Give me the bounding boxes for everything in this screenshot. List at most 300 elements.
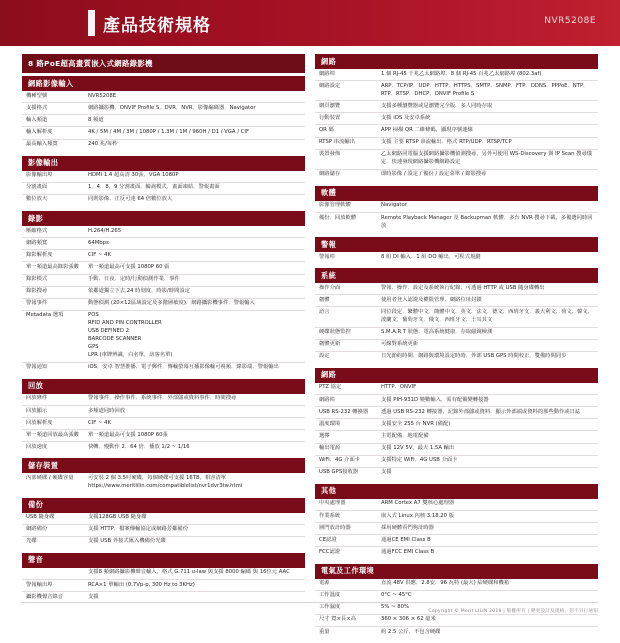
spec-section (315, 484, 598, 559)
spec-value (377, 614, 598, 626)
table-row (315, 407, 598, 419)
spec-value-line: CIF ~ 4K (88, 251, 111, 258)
spec-value (377, 339, 598, 351)
spec-value (377, 125, 598, 137)
table-row (22, 430, 305, 442)
spec-key: 溫度環境 (315, 419, 377, 431)
spec-value (84, 394, 305, 406)
table-row (22, 262, 305, 274)
spec-value-line: 支援 (381, 469, 392, 476)
spec-value (84, 238, 305, 250)
spec-value-line: HTTP．ONVIF (381, 384, 417, 391)
spec-value (377, 351, 598, 363)
spec-key: 網路埠 (315, 69, 377, 81)
table-row (315, 69, 598, 81)
spec-value-line: GPS (88, 344, 99, 351)
spec-key: 錄影模式 (22, 274, 84, 286)
spec-section (22, 458, 305, 492)
spec-value (84, 362, 305, 374)
table-row (22, 226, 305, 238)
spec-key: USB GPS接收器 (319, 469, 359, 476)
spec-value (84, 194, 305, 206)
spec-table (315, 499, 598, 559)
table-row (22, 418, 305, 430)
spec-value (377, 201, 598, 213)
section-title: 聲音 (22, 553, 305, 568)
table-row (315, 307, 598, 327)
spec-key: 警報輸出埠 (22, 580, 84, 592)
spec-key: 網路設定 (315, 81, 377, 101)
spec-value-line: 即時影像 / 設定 / 備份 / 設定菜單 / 錄影搜尋 (381, 171, 487, 178)
spec-value-line: 64Mbps (88, 239, 109, 246)
table-row (22, 171, 305, 183)
right-column (315, 54, 598, 643)
spec-value (84, 226, 305, 238)
spec-value-line: BARCODE SCANNER (88, 336, 142, 343)
table-row (22, 238, 305, 250)
section-title: 軟體 (315, 186, 598, 201)
table-row (22, 394, 305, 406)
spec-value-line: 可線對系統更新 (381, 341, 419, 348)
spec-value (377, 443, 598, 455)
spec-key: Metadata 選項 (22, 310, 84, 362)
spec-value (377, 455, 598, 467)
table-row (315, 125, 598, 137)
spec-key: 層門放計時器 (315, 523, 377, 535)
spec-value (377, 101, 598, 113)
spec-section (22, 156, 305, 206)
table-row (22, 115, 305, 127)
spec-key: 內部硬碟 / 硬碟容量 (26, 475, 74, 482)
spec-section (315, 368, 598, 479)
spec-value-line: 5% ~ 80% (381, 604, 409, 611)
spec-value (377, 295, 598, 307)
spec-key: 網路埠 (315, 395, 377, 407)
table-row (315, 351, 598, 363)
spec-table (22, 473, 305, 492)
spec-section (315, 268, 598, 363)
spec-value (377, 627, 598, 639)
spec-value-line: 支援128GB USB 隨身碟 (88, 514, 147, 521)
spec-key: 操作介面 (315, 283, 377, 295)
spec-table (315, 283, 598, 363)
table-row (315, 455, 598, 467)
spec-value (84, 524, 305, 536)
spec-value-line: USB DEFINED 2 (88, 328, 130, 335)
spec-value-line: 支援 USB 外接式匯入機備份光碟 (88, 538, 166, 545)
table-row (22, 362, 305, 374)
spec-value-line: 使用者登入認證及權限管理．網路位址封鎖 (381, 296, 482, 303)
spec-value-line: 可安裝 2 個 3.5吋硬碟，每個硬碟可支援 16TB，相容清單 https://www.meritlilin.com/compatiblelist/nvr1dvr3tw.html (88, 475, 243, 489)
section-title: 電氣及工作環境 (315, 564, 598, 579)
spec-value-line: 1 個 RJ-45 千兆乙太網路埠．8 個 RJ-45 百兆乙太網路埠 (802.3af) (381, 70, 542, 77)
spec-value-line: 約 2.5 公斤．不包含硬碟 (381, 628, 441, 635)
spec-value-line: 8 組 DI 輸入．1 組 DO 輸出．可程式規劃 (381, 253, 481, 260)
spec-value (377, 307, 598, 327)
spec-value (377, 213, 598, 233)
section-title: 儲存裝置 (22, 458, 305, 473)
spec-value-line: 支援 12V 5V，最大 1.5A 輸出 (381, 445, 455, 452)
table-row (315, 547, 598, 559)
spec-value (84, 430, 305, 442)
table-row (315, 499, 598, 511)
spec-table (315, 69, 598, 181)
spec-section (315, 54, 598, 181)
spec-value-line: CIF ~ 4K (88, 419, 111, 426)
spec-table (22, 568, 305, 603)
spec-key: 支援格式 (22, 103, 84, 115)
table-row (22, 127, 305, 139)
spec-table (22, 171, 305, 206)
table-row (22, 298, 305, 310)
spec-key: 設定 (319, 353, 330, 360)
spec-value-line: 通過CE EMI Class B (381, 536, 431, 543)
section-title: 警報 (315, 237, 598, 252)
table-row (315, 252, 598, 263)
table-row (22, 524, 305, 536)
spec-value-line: 4K / 5M / 4M / 3M / 1080P / 1.3M / 1M / 960H / D1 / VGA / CIF (88, 128, 249, 135)
section-title: 備份 (22, 498, 305, 513)
spec-key: 行動裝置 (315, 113, 377, 125)
table-row (22, 103, 305, 115)
model-label: NVR5208E (544, 16, 596, 26)
table-row (315, 201, 598, 213)
spec-value-line: HDMI 1.4 超高清 30張．VGA 1080P (88, 172, 179, 179)
spec-value-line: 警報．操作．設定及系統執行紀錄．可透過 HTTP 或 USB 隨身碟轉出 (381, 284, 545, 291)
spec-value (84, 115, 305, 127)
spec-value (84, 127, 305, 139)
left-column (22, 54, 305, 643)
spec-key: 網頁瀏覽 (315, 101, 377, 113)
spec-value (377, 252, 598, 263)
spec-value (377, 579, 598, 591)
table-row (22, 182, 305, 194)
spec-value (377, 395, 598, 407)
spec-value-line: 支援 PIH-931D 變數輸入．需有配備變轉接器 (381, 396, 489, 403)
spec-key: QR 碼 (315, 125, 377, 137)
spec-key: 回放條件 (22, 394, 84, 406)
table-row (315, 213, 598, 233)
spec-table (22, 513, 305, 548)
table-row (22, 580, 305, 592)
spec-key: 單一頻道最高錄影張數 (22, 262, 84, 274)
section-title: 影像輸出 (22, 156, 305, 171)
table-row (315, 395, 598, 407)
spec-value-line: ARM Cortex A7 雙核心處理器 (381, 500, 455, 507)
spec-key: FCC認證 (319, 548, 341, 555)
spec-value-line: LPR (車牌辨識，白名單，訪客名單) (88, 352, 173, 359)
spec-value-line: 網路攝影機．ONVIF Profile S．DVR．NVR．影像編碼器．Navigator (88, 104, 256, 111)
table-row (315, 383, 598, 395)
spec-table (22, 226, 305, 374)
spec-table (22, 394, 305, 454)
spec-value-line: iOS．安卓 智慧推播．電子郵件．傳輸螢幕互播影像輸可視頻．錄影端．警報輸出 (88, 364, 279, 371)
spec-key: 影像管理軟體 (315, 201, 377, 213)
table-row (22, 473, 305, 492)
spec-value (377, 499, 598, 511)
spec-value-line: 240 兆/每秒 (88, 141, 118, 148)
spec-value-line: 支援8 頻網路攝影機聲音輸入，格式 G.711 u-law 與支援 8000 編碼 與 16位元 AAC (88, 569, 290, 576)
spec-section (22, 379, 305, 454)
spec-value (84, 568, 305, 580)
table-row (315, 523, 598, 535)
spec-value-line: 直流 48V 供應．2.8安．96 瓦特 (最大) 給硬碟和機箱 (381, 580, 510, 587)
spec-value-line: RCA×1 單輸出 (0.7Vp-p, 300 Hz to 3KHz) (88, 581, 195, 588)
spec-value (377, 69, 598, 81)
table-row (22, 139, 305, 151)
spec-section (315, 186, 598, 232)
spec-value-line: 1．4．8．9 分割畫面．輪詢模式．畫面凍結．警報畫面 (88, 184, 220, 191)
spec-key: 壓縮格式 (22, 226, 84, 238)
spec-table (22, 91, 305, 151)
table-row (315, 590, 598, 602)
section-title: 錄影 (22, 211, 305, 226)
spec-value-line: 支援特定 WiFi．4G USB 介面卡 (381, 457, 458, 464)
spec-value-line: ARP．TCP/IP．UDP．HTTP．HTTPS．SMTP．SNMP．FTP．DDNS．PPPoE．NTP．RTP．RTSP．DHCP．ONVIF Profile S (381, 82, 589, 97)
table-row (315, 295, 598, 307)
spec-value (377, 590, 598, 602)
spec-value-line: 乙太網路同電腦支援網路攝影機偵測搜尋，另外可使用 WS-Discovery 與 IP Scan 搜尋儀定．快速發現網路攝影機網路設定 (381, 151, 593, 166)
spec-value (84, 91, 305, 103)
spec-key: 警報事件 (22, 298, 84, 310)
spec-key (22, 568, 84, 580)
table-row (22, 194, 305, 206)
spec-value (84, 442, 305, 454)
table-row (315, 511, 598, 523)
table-row (22, 568, 305, 580)
section-title: 網路 (315, 54, 598, 69)
spec-key: 回放解析度 (22, 418, 84, 430)
spec-value (84, 274, 305, 286)
table-row (22, 250, 305, 262)
spec-value-line: 支援多種瀏覽器或是瀏覽完全版．多人同時存取 (381, 102, 493, 109)
spec-value (84, 182, 305, 194)
spec-value (377, 407, 598, 419)
table-row (22, 286, 305, 298)
section-title: 其他 (315, 484, 598, 499)
spec-value-line: 快轉．慢動作 2．64 倍．播放 1/2 ~ 1/16 (88, 443, 190, 450)
spec-value-line: S.M.A.R.T 狀態．電高系統健康．存取磁鏡檢測 (381, 329, 493, 336)
spec-value (377, 283, 598, 295)
table-row (315, 419, 598, 431)
table-row (22, 536, 305, 548)
spec-key: 作業系統 (315, 511, 377, 523)
spec-key: 數位放大 (26, 196, 48, 203)
table-row (315, 614, 598, 626)
section-title: 網路影像輸入 (22, 76, 305, 91)
spec-table (315, 252, 598, 263)
spec-key: 選擇 (315, 431, 377, 443)
section-title: 回放 (22, 379, 305, 394)
spec-value-line: 手動．日夜．定時/行動偵測作業．事件 (88, 276, 180, 283)
spec-key: 錄影解析度 (22, 250, 84, 262)
spec-value (377, 419, 598, 431)
spec-value (84, 536, 305, 548)
spec-value (377, 467, 598, 479)
table-row (315, 579, 598, 591)
spec-value (377, 113, 598, 125)
product-subtitle: 8 路PoE超高畫質嵌入式網路錄影機 (22, 54, 305, 73)
spec-value (84, 250, 305, 262)
spec-key: USB 隨身碟 (22, 513, 84, 525)
table-row (22, 274, 305, 286)
spec-section (22, 498, 305, 548)
footer-divider (22, 602, 598, 603)
spec-key: 警報埠 (319, 253, 335, 260)
spec-value (377, 81, 598, 101)
page-title: 產品技術規格 (103, 15, 211, 36)
spec-value (377, 523, 598, 535)
spec-value (377, 169, 598, 181)
spec-value-line: 警報事件．操作事件．系統事件．外部儲或資料事件．時間搜尋 (88, 395, 237, 402)
table-row (315, 431, 598, 443)
spec-value (84, 513, 305, 525)
spec-value (377, 535, 598, 547)
page-header (0, 0, 620, 46)
table-row (315, 101, 598, 113)
spec-value-line: 依鄰道獨立下去,24 時刻度．時影/時間設定 (88, 288, 190, 295)
spec-value (377, 547, 598, 559)
spec-section (22, 76, 305, 151)
spec-value-line: H.264/H.265 (88, 227, 122, 234)
spec-value (84, 262, 305, 274)
spec-value-line: NVR5208E (88, 92, 117, 99)
spec-value-line: 多頻道同時回放 (88, 407, 126, 414)
table-row (22, 513, 305, 525)
spec-key: 尺寸 寬×長×高 (315, 614, 377, 626)
table-row (315, 627, 598, 639)
table-row (315, 113, 598, 125)
spec-key: 最高輸入頻寬 (26, 141, 58, 148)
spec-value-line: 單一頻道最高可支援 1080P 60 張 (88, 263, 170, 270)
table-row (22, 405, 305, 417)
spec-table (315, 201, 598, 232)
header-accent-bar (88, 10, 95, 36)
spec-value-line: POS (88, 312, 99, 319)
spec-value-line: 主電配備．地電配備 (381, 432, 429, 439)
spec-value-line: 同位段定．繁體中文．簡體中文．英文．法文．德文．西班牙文．義大利文．荷文．韓文．波蘭文．葡萄牙文．俄文．西班牙文．土耳其文 (381, 309, 593, 323)
table-row (315, 149, 598, 169)
spec-value (377, 149, 598, 169)
spec-key: 輸入解析度 (22, 127, 84, 139)
spec-key: 硬碟狀態監控 (315, 327, 377, 339)
spec-value (84, 298, 305, 310)
spec-key: 重量 (319, 628, 330, 635)
spec-value (377, 431, 598, 443)
spec-value (84, 286, 305, 298)
spec-value (84, 171, 305, 183)
spec-value-line: 採用硬體看門狗計時器 (381, 524, 434, 531)
spec-value-line: 嵌入式 Linux 內核 3.18.20 版 (381, 512, 455, 519)
section-title: 系統 (315, 268, 598, 283)
spec-key: 分割畫面 (22, 182, 84, 194)
spec-value-line: 日光節約時間．網路與環境設定時時．外部 USB GPS 時間校正．雙備時間同步 (381, 353, 567, 360)
table-row (315, 169, 598, 181)
spec-key: 網路儲存 (319, 171, 341, 178)
spec-content (0, 46, 620, 643)
spec-value (377, 327, 598, 339)
footer-copyright: Copyright © Merit LILIN 2019 | 版權所有 | 變更設計及規格，恕不另行通知 (428, 609, 598, 614)
spec-section (315, 237, 598, 263)
spec-value-line: 單一頻道最高可支援 1080P 60張 (88, 431, 168, 438)
spec-key: PTZ 協定 (315, 383, 377, 395)
table-row (22, 442, 305, 454)
spec-key: 光碟 (26, 538, 37, 545)
spec-value (84, 310, 305, 362)
spec-key: 備份．回放軟體 (319, 214, 357, 221)
spec-value (84, 103, 305, 115)
spec-section (315, 564, 598, 639)
spec-value (84, 405, 305, 417)
spec-value-line: 支援安全 255 台 NVR (備配) (381, 420, 451, 427)
table-row (315, 327, 598, 339)
spec-value-line: Remote Playback Manager 及 Backupman 軟體．多台 NVR 搜尋下載，多備選同時回放 (381, 214, 593, 229)
table-row (315, 535, 598, 547)
left-sections (22, 76, 305, 603)
spec-key: 電源 (315, 579, 377, 591)
table-row (315, 467, 598, 479)
table-row (315, 443, 598, 455)
spec-value-line: Navigator (381, 202, 407, 209)
spec-section (22, 553, 305, 603)
spec-key: 裝置發佈 (315, 149, 377, 169)
spec-key: 韌體 (315, 295, 377, 307)
spec-key: 回放速度 (26, 443, 48, 450)
spec-value (377, 511, 598, 523)
spec-value-line: 支援 iOS 及安卓系統 (381, 114, 431, 121)
spec-key: 輸出電源 (315, 443, 377, 455)
spec-key: RTSP 串流輸出 (315, 137, 377, 149)
spec-value-line: 支援 (88, 593, 99, 600)
spec-key: USB RS-232 轉換器 (315, 407, 377, 419)
right-sections (315, 54, 598, 638)
spec-key: 警報通知 (26, 364, 48, 371)
spec-key: 影像輸出埠 (22, 171, 84, 183)
spec-key: 網路頻寬 (22, 238, 84, 250)
spec-value-line: 支援 HTTP．檔案傳輸協定或網路芳鄰備份 (88, 526, 188, 533)
spec-value-line: 支援 主要 RTSP 串流輸出．格式 RTP/UDP．RTSP/TCP (381, 139, 512, 146)
spec-value-line: RFID AND PIN CONTROLLER (88, 320, 162, 327)
spec-value-line: 通過FCC EMI Class B (381, 548, 435, 555)
spec-value-line: 0°C ~ 45°C (381, 592, 412, 599)
spec-key: 工作濕度 (315, 602, 377, 614)
table-row (315, 137, 598, 149)
table-row (315, 339, 598, 351)
spec-value-line: 動態偵測 (20×12區域設定及多階層敏度)．網路攝影機事件．警報輸入 (88, 300, 255, 307)
spec-key: 工作溫度 (315, 590, 377, 602)
spec-value (84, 473, 305, 492)
spec-key: 單一頻道回放最高張數 (22, 430, 84, 442)
spec-key: 語言 (315, 307, 377, 327)
spec-table (315, 383, 598, 479)
section-title: 網路 (315, 368, 598, 383)
table-row (315, 81, 598, 101)
spec-key: 網路備份 (22, 524, 84, 536)
spec-value (84, 139, 305, 151)
spec-key: WiFi．4G 介面卡 (315, 455, 377, 467)
spec-value-line: 同則影像．正反可達 64 倍數位放大 (88, 196, 173, 203)
table-row (22, 310, 305, 362)
spec-value-line: APP 掃描 QR 二維條碼，顯現序號連線 (381, 127, 473, 134)
spec-key: CE認證 (315, 535, 377, 547)
spec-key: 機種型號 (22, 91, 84, 103)
spec-key: 韌體更新 (315, 339, 377, 351)
spec-section (22, 211, 305, 374)
spec-value-line: 8 頻道 (88, 116, 104, 123)
spec-key: 中央處理器 (315, 499, 377, 511)
spec-key: 輸入頻道 (22, 115, 84, 127)
spec-key: 回放顯示 (22, 405, 84, 417)
